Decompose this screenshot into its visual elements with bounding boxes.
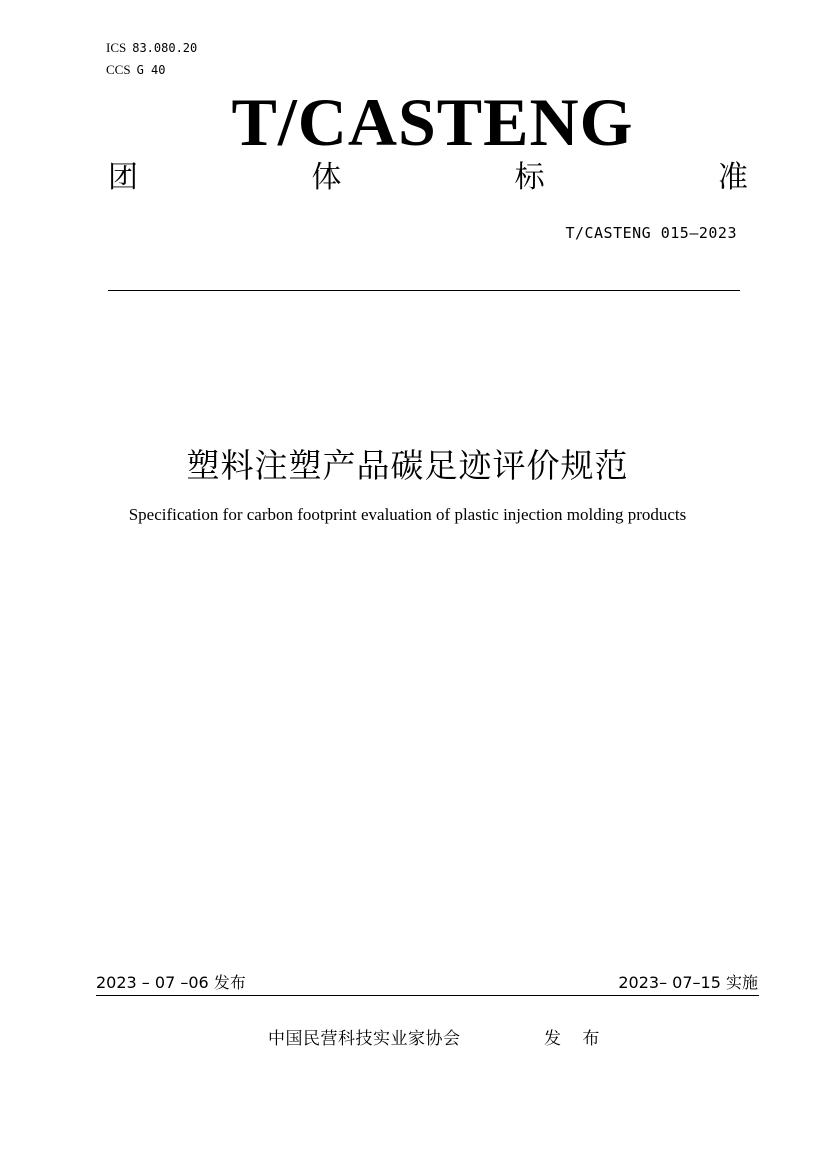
title-english: Specification for carbon footprint evaluation of plastic injection molding products	[128, 505, 687, 524]
header-divider	[108, 290, 740, 291]
publish-label: 发 布	[544, 1029, 608, 1049]
standard-number: T/CASTENG 015—2023	[565, 224, 737, 242]
group-standard-char: 准	[717, 160, 748, 195]
ccs-code: G 40	[136, 63, 166, 77]
implementation-date: 2023– 07–15 实施	[618, 973, 758, 992]
ics-code: 83.080.20	[132, 41, 198, 55]
standard-logo: T/CASTENG	[231, 84, 634, 160]
ics-label: ICS	[106, 40, 127, 55]
group-standard-char: 标	[514, 160, 545, 195]
ccs-classification	[106, 62, 165, 78]
issue-date: 2023 – 07 –06 发布	[96, 973, 246, 992]
footer-divider	[96, 995, 759, 996]
publisher-name: 中国民营科技实业家协会	[268, 1029, 461, 1049]
group-standard-heading	[108, 158, 748, 198]
group-standard-char: 体	[311, 160, 342, 195]
ccs-label: CCS	[106, 62, 131, 77]
title-chinese: 塑料注塑产品碳足迹评价规范	[186, 446, 629, 485]
ics-classification	[106, 40, 197, 56]
group-standard-char: 团	[108, 160, 138, 195]
